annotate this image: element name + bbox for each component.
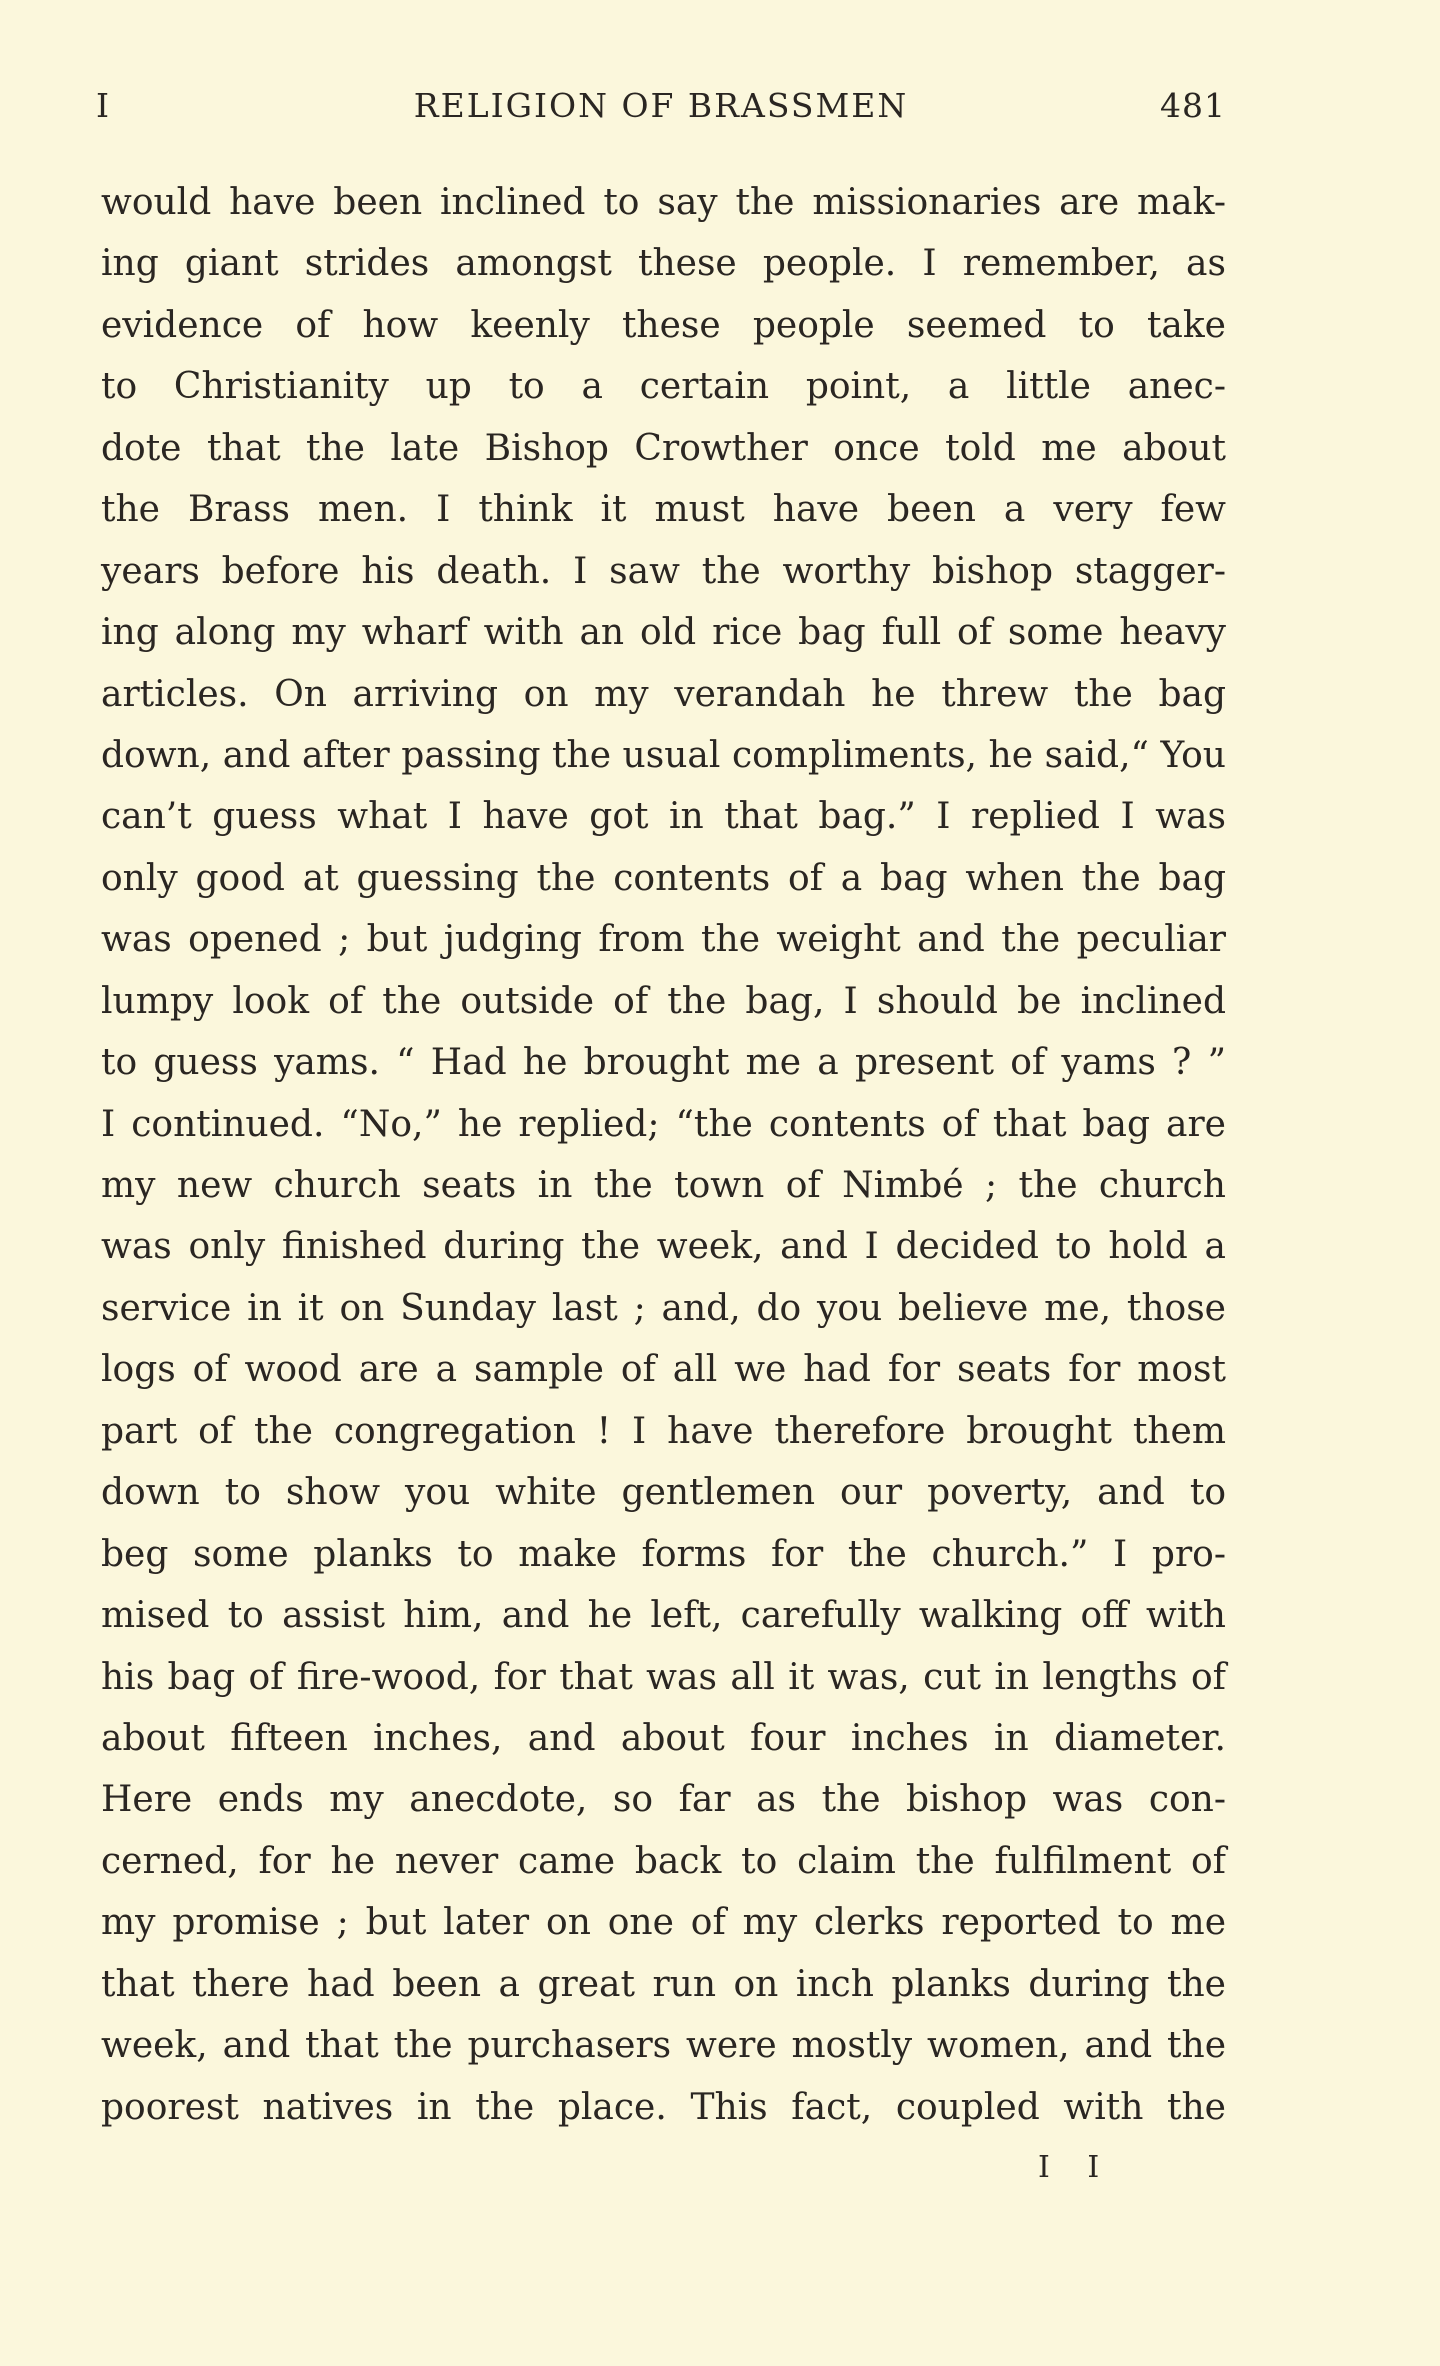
- text-line: only good at guessing the contents of a bag when the bag: [101, 857, 1226, 899]
- text-line: dote that the late Bishop Crowther once told me about: [101, 427, 1226, 469]
- text-line: that there had been a great run on inch planks during the: [101, 1963, 1226, 2005]
- text-line: to Christianity up to a certain point, a little anec-: [101, 366, 1226, 408]
- text-line: my promise ; but later on one of my clerks reported to me: [101, 1902, 1226, 1944]
- running-head: [96, 86, 1226, 132]
- text-line: week, and that the purchasers were mostly women, and the: [101, 2025, 1226, 2067]
- text-line: was opened ; but judging from the weight and the peculiar: [101, 919, 1226, 961]
- signature-mark: I I: [1038, 2150, 1114, 2185]
- text-line: I continued. “No,” he replied; “the contents of that bag are: [101, 1103, 1226, 1145]
- running-title: RELIGION OF BRASSMEN: [413, 86, 909, 125]
- text-line: would have been inclined to say the missionaries are mak-: [101, 182, 1226, 223]
- text-line: about fifteen inches, and about four inches in diameter.: [101, 1717, 1226, 1759]
- text-line: was only finished during the week, and I decided to hold a: [101, 1226, 1226, 1268]
- text-line: Here ends my anecdote, so far as the bishop was con-: [101, 1779, 1226, 1821]
- text-line: to guess yams. “ Had he brought me a present of yams ? ”: [101, 1042, 1226, 1084]
- text-line: poorest natives in the place. This fact, coupled with the: [101, 2086, 1226, 2128]
- text-line: can’t guess what I have got in that bag.” I replied I was: [101, 796, 1226, 838]
- text-line: evidence of how keenly these people seemed to take: [101, 304, 1226, 346]
- text-line: down, and after passing the usual compliments, he said,“ You: [101, 734, 1226, 776]
- text-line: part of the congregation ! I have therefore brought them: [101, 1410, 1226, 1452]
- text-line: down to show you white gentlemen our poverty, and to: [101, 1472, 1226, 1514]
- text-line: logs of wood are a sample of all we had for seats for most: [101, 1349, 1226, 1391]
- text-line: his bag of fire-wood, for that was all it was, cut in lengths of: [101, 1656, 1226, 1698]
- text-line: mised to assist him, and he left, carefully walking off with: [101, 1595, 1226, 1637]
- text-line: my new church seats in the town of Nimbé ; the church: [101, 1165, 1226, 1206]
- text-line: service in it on Sunday last ; and, do you believe me, those: [101, 1287, 1226, 1329]
- text-line: beg some planks to make forms for the church.” I pro-: [101, 1533, 1226, 1575]
- chapter-number: I: [96, 86, 111, 125]
- text-line: years before his death. I saw the worthy bishop stagger-: [101, 550, 1226, 592]
- text-line: ing along my wharf with an old rice bag full of some heavy: [101, 612, 1226, 654]
- body-text: [101, 172, 1226, 2138]
- page-number: 481: [1160, 86, 1226, 125]
- text-line: the Brass men. I think it must have been a very few: [101, 489, 1226, 531]
- text-line: lumpy look of the outside of the bag, I should be inclined: [101, 980, 1226, 1022]
- text-line: articles. On arriving on my verandah he threw the bag: [101, 673, 1226, 715]
- text-line: cerned, for he never came back to claim the fulfilment of: [101, 1840, 1226, 1882]
- text-line: ing giant strides amongst these people. I remember, as: [101, 243, 1226, 285]
